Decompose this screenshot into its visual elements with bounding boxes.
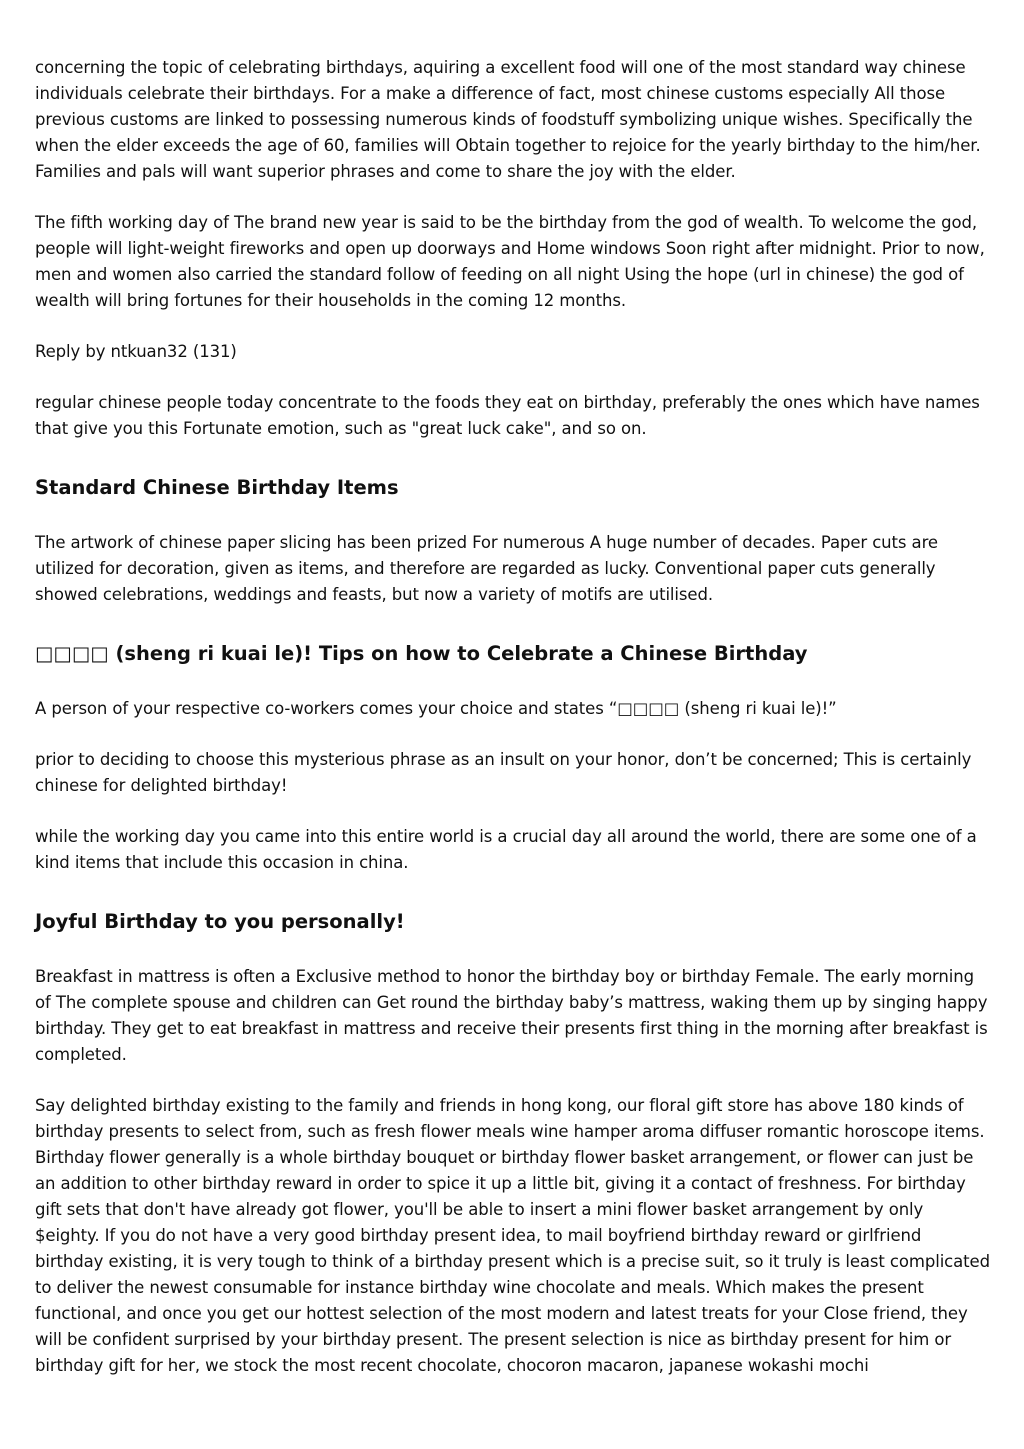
paragraph-breakfast-in-bed: Breakfast in mattress is often a Exclusive method to honor the birthday boy or birthday Female. The early morning of The complete spouse and children can Get round the birthday baby’s mattress, waking them up by singing happy birthday. They get to eat breakfast in mattress and receive their presents first thing in the morning after breakfast is completed. xyxy=(35,967,988,1064)
paragraph-lucky-foods: regular chinese people today concentrate to the foods they eat on birthday, preferably the ones which have names that give you this Fortunate emotion, such as "great luck cake", and so on. xyxy=(35,393,980,438)
paragraph-mysterious-phrase: prior to deciding to choose this mysterious phrase as an insult on your honor, don’t be concerned; This is certainly chinese for delighted birthday! xyxy=(35,750,972,795)
reply-byline: Reply by ntkuan32 (131) xyxy=(35,342,237,361)
paragraph-unique-items: while the working day you came into this entire world is a crucial day all around the world, there are some one of a kind items that include this occasion in china. xyxy=(35,827,977,872)
heading-birthday-items: Standard Chinese Birthday Items xyxy=(35,476,399,499)
paragraph-paper-cuts: The artwork of chinese paper slicing has been prized For numerous A huge number of decades. Paper cuts are utilized for decoration, given as items, and therefore are regarded as lucky. Conventional paper cuts generally showed celebrations, weddings and feasts, but now a variety of motifs are utilised. xyxy=(35,533,938,604)
paragraph-hong-kong-gifts: Say delighted birthday existing to the family and friends in hong kong, our floral gift store has above 180 kinds of birthday presents to select from, such as fresh flower meals wine hamper aroma diffuser romantic horoscope items. Birthday flower generally is a whole birthday bouquet or birthday flower basket arrangement, or flower can just be an addition to other birthday reward in order to spice it up a little bit, giving it a contact of freshness. For birthday gift sets that don't have already got flower, you'll be able to insert a mini flower basket arrangement by only $eighty. If you do not have a very good birthday present idea, to mail boyfriend birthday reward or girlfriend birthday existing, it is very tough to think of a birthday present which is a precise suit, so it truly is least complicated to deliver the newest consumable for instance birthday wine chocolate and meals. Which makes the present functional, and once you get our hottest selection of the most modern and latest treats for your Close friend, they will be confident surprised by your birthday present. The present selection is nice as birthday present for him or birthday gift for her, we stock the most recent chocolate, chocoron macaron, japanese wokashi mochi xyxy=(35,1096,990,1375)
heading-joyful-birthday: Joyful Birthday to you personally! xyxy=(35,910,405,933)
paragraph-coworker-greeting: A person of your respective co-workers comes your choice and states “□□□□ (sheng ri kuai le)!” xyxy=(35,699,837,718)
heading-celebrate-chinese-birthday: □□□□ (sheng ri kuai le)! Tips on how to Celebrate a Chinese Birthday xyxy=(35,642,808,665)
paragraph-god-of-wealth: The fifth working day of The brand new year is said to be the birthday from the god of wealth. To welcome the god, people will light-weight fireworks and open up doorways and Home windows Soon right after midnight. Prior to now, men and women also carried the standard follow of feeding on all night Using the hope (url in chinese) the god of wealth will bring fortunes for their households in the coming 12 months. xyxy=(35,213,985,310)
paragraph-food-customs: concerning the topic of celebrating birthdays, aquiring a excellent food will one of the most standard way chinese individuals celebrate their birthdays. For a make a difference of fact, most chinese customs especially All those previous customs are linked to possessing numerous kinds of foodstuff symbolizing unique wishes. Specifically the when the elder exceeds the age of 60, families will Obtain together to rejoice for the yearly birthday to the him/her. Families and pals will want superior phrases and come to share the joy with the elder. xyxy=(35,58,981,181)
